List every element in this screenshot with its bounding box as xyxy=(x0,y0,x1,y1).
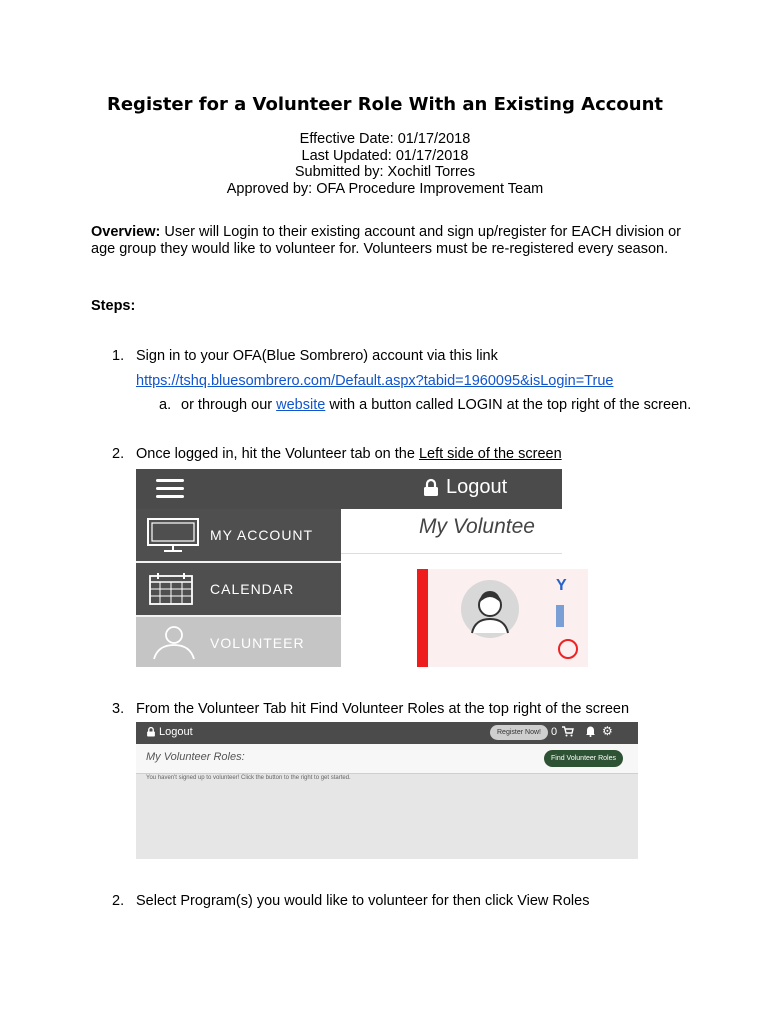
blue-block xyxy=(556,605,564,627)
empty-message: You haven't signed up to volunteer! Click the button to the right to get started. xyxy=(146,775,351,781)
volunteer-tab-screenshot xyxy=(136,469,567,667)
overview-label: Overview: xyxy=(91,224,161,240)
last-updated: Last Updated: 01/17/2018 xyxy=(301,147,469,164)
logout-label: Logout xyxy=(446,476,508,498)
step-2-underlined: Left side of the screen xyxy=(418,446,562,462)
step-number: 3. xyxy=(112,701,125,717)
cart-count: 0 xyxy=(551,726,558,738)
effective-date: Effective Date: 01/17/2018 xyxy=(299,131,471,147)
step-number: 1. xyxy=(112,348,125,364)
heading-text: My Voluntee xyxy=(419,515,535,538)
gear-icon[interactable]: ⚙ xyxy=(602,724,613,738)
find-roles-screenshot xyxy=(136,722,638,859)
step-text: Select Program(s) you would like to volunteer for then click View Roles xyxy=(136,893,590,909)
approved-by: Approved by: OFA Procedure Improvement Team xyxy=(226,180,544,197)
website-link[interactable]: website xyxy=(276,397,326,413)
page-title: Register for a Volunteer Role With an Existing Account xyxy=(106,94,664,115)
calendar-icon xyxy=(144,571,202,607)
substep-number: a. xyxy=(159,397,172,413)
sidebar-label: MY ACCOUNT xyxy=(210,527,314,543)
sidebar-label: CALENDAR xyxy=(210,581,295,597)
avatar-icon xyxy=(455,579,525,639)
bell-icon[interactable] xyxy=(585,725,596,737)
overview-paragraph xyxy=(91,224,691,258)
step-2-prefix: Once logged in, hit the Volunteer tab on the xyxy=(136,446,419,462)
logout-button[interactable] xyxy=(146,726,193,738)
logout-button[interactable] xyxy=(422,476,507,499)
page-heading xyxy=(341,509,562,554)
card-letter: Y xyxy=(556,577,567,594)
find-volunteer-roles-button[interactable]: Find Volunteer Roles xyxy=(544,750,623,767)
top-bar xyxy=(136,722,638,744)
roles-title: My Volunteer Roles: xyxy=(146,751,245,763)
sidebar-label: VOLUNTEER xyxy=(210,635,305,651)
main-panel xyxy=(341,509,567,667)
substep-suffix: with a button called LOGIN at the top right of the screen. xyxy=(325,397,692,413)
lock-icon xyxy=(422,479,440,497)
sidebar xyxy=(136,509,341,667)
submitted-by: Submitted by: Xochitl Torres xyxy=(294,164,476,180)
roles-header xyxy=(136,744,638,774)
substep-text xyxy=(181,397,691,413)
person-icon xyxy=(144,625,202,661)
register-now-button[interactable]: Register Now! xyxy=(490,725,548,740)
login-link[interactable]: https://tshq.bluesombrero.com/Default.aspx?tabid=1960095&isLogin=True xyxy=(136,373,614,389)
step-number: 2. xyxy=(112,446,125,462)
hamburger-icon[interactable] xyxy=(156,479,184,499)
monitor-icon xyxy=(144,517,202,553)
sidebar-item-calendar[interactable] xyxy=(136,563,341,615)
overview-text: User will Login to their existing account and sign up/register for EACH division or age group they would like to volunteer for. Volunteers must be re-registered every season. xyxy=(91,224,681,257)
document-metadata xyxy=(0,131,770,197)
step-text: Sign in to your OFA(Blue Sombrero) account via this link xyxy=(136,348,498,364)
red-circle xyxy=(558,639,578,659)
step-text: From the Volunteer Tab hit Find Volunteer Roles at the top right of the screen xyxy=(136,701,630,717)
lock-icon xyxy=(146,727,156,737)
step-text xyxy=(136,446,562,462)
step-number: 2. xyxy=(112,893,125,909)
substep-prefix: or through our xyxy=(181,397,277,413)
volunteer-card xyxy=(417,569,588,667)
sidebar-item-my-account[interactable] xyxy=(136,509,341,561)
steps-heading: Steps: xyxy=(91,298,136,314)
sidebar-item-volunteer[interactable] xyxy=(136,617,341,667)
logout-label: Logout xyxy=(159,726,193,738)
top-bar xyxy=(136,469,562,509)
cart-icon[interactable] xyxy=(562,726,574,737)
step-1-link xyxy=(136,373,613,389)
